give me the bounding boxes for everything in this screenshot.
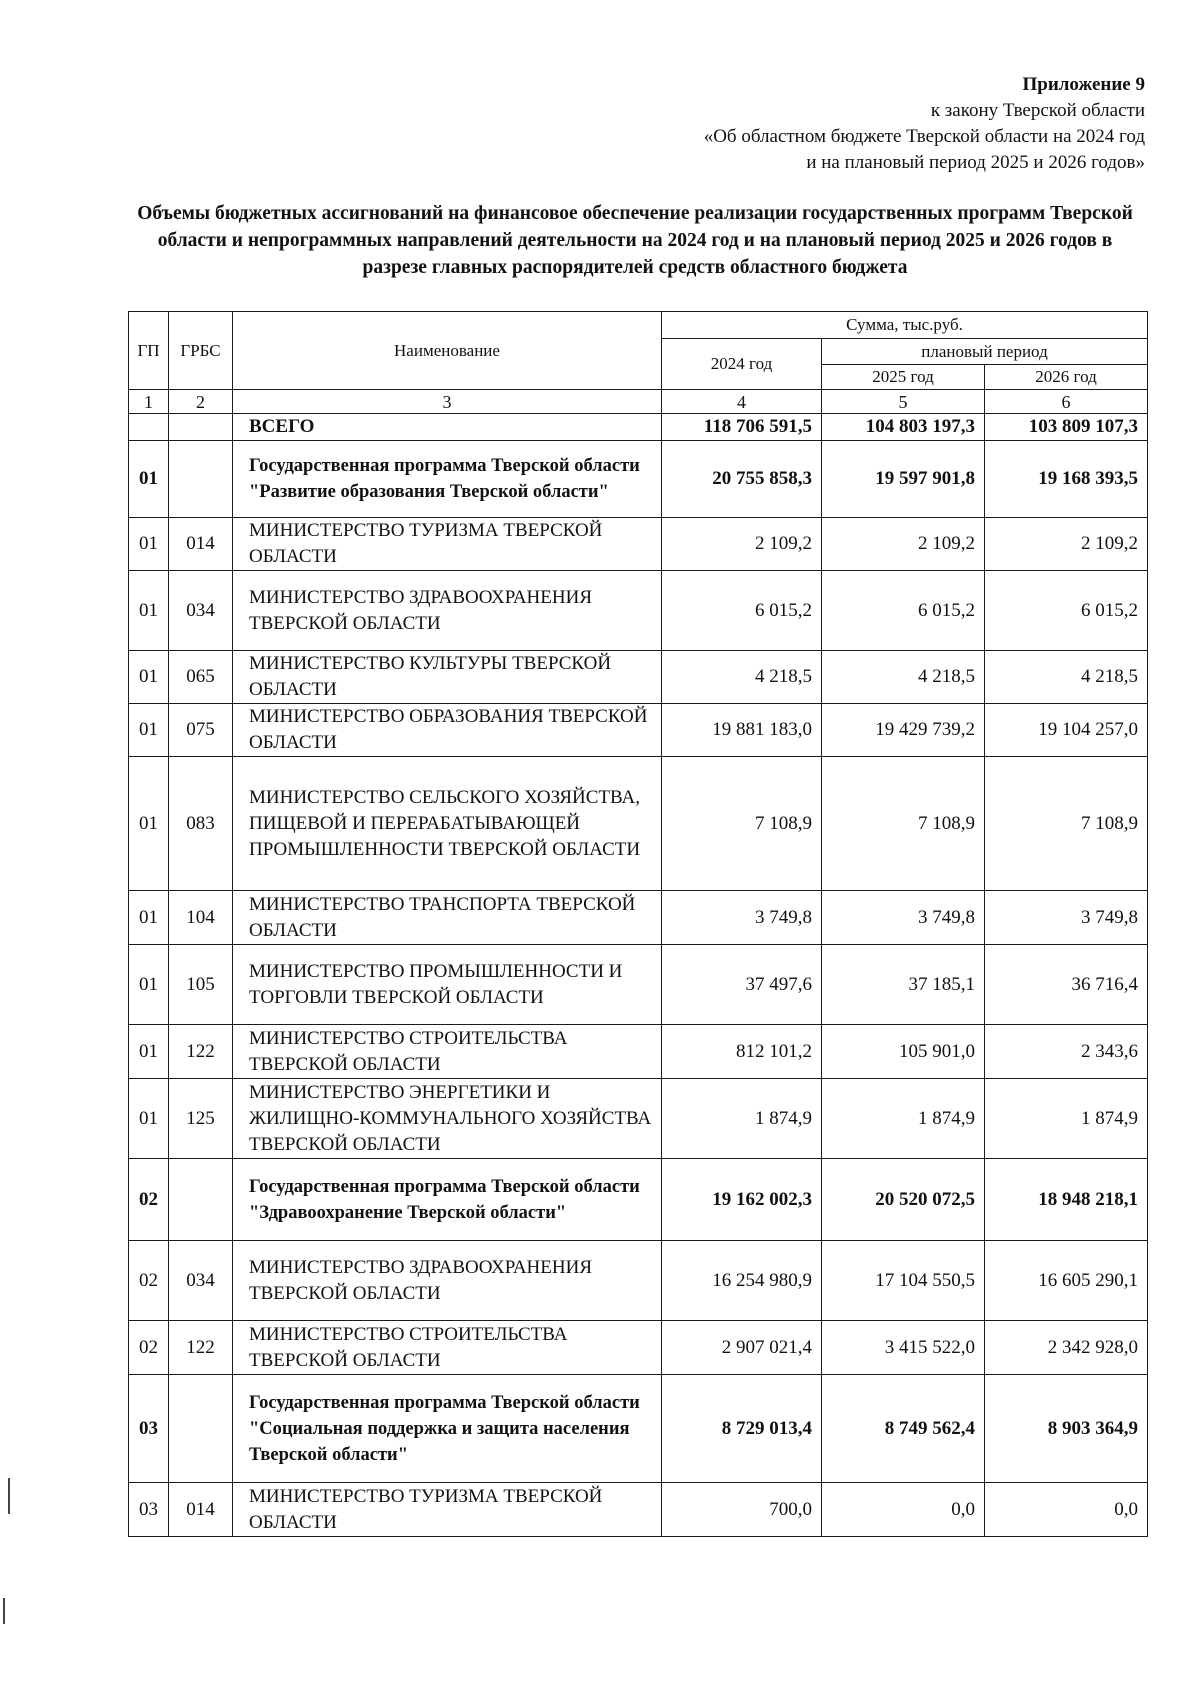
table-row bbox=[129, 945, 1148, 1025]
header-2025: 2025 год bbox=[822, 365, 985, 390]
amount-2024-cell: 20 755 858,3 bbox=[662, 441, 822, 518]
amount-2026-cell: 18 948 218,1 bbox=[985, 1159, 1148, 1241]
amount-2026-cell: 2 109,2 bbox=[985, 518, 1148, 571]
name-cell: МИНИСТЕРСТВО КУЛЬТУРЫ ТВЕРСКОЙ ОБЛАСТИ bbox=[233, 651, 662, 704]
amount-2026-cell: 7 108,9 bbox=[985, 757, 1148, 891]
header-grbs: ГРБС bbox=[169, 312, 233, 390]
gp-cell: 02 bbox=[129, 1159, 169, 1241]
amount-2025-cell: 7 108,9 bbox=[822, 757, 985, 891]
amount-2025-cell: 3 415 522,0 bbox=[822, 1321, 985, 1375]
table-row bbox=[129, 1025, 1148, 1079]
grbs-cell bbox=[169, 414, 233, 441]
column-number: 3 bbox=[233, 390, 662, 414]
grbs-cell: 122 bbox=[169, 1321, 233, 1375]
column-number: 1 bbox=[129, 390, 169, 414]
amount-2025-cell: 20 520 072,5 bbox=[822, 1159, 985, 1241]
table-row bbox=[129, 1241, 1148, 1321]
amount-2024-cell: 118 706 591,5 bbox=[662, 414, 822, 441]
gp-cell: 03 bbox=[129, 1375, 169, 1483]
grbs-cell: 122 bbox=[169, 1025, 233, 1079]
gp-cell: 02 bbox=[129, 1241, 169, 1321]
name-cell: Государственная программа Тверской области "Социальная поддержка и защита населения Тверской области" bbox=[233, 1375, 662, 1483]
grbs-cell: 034 bbox=[169, 1241, 233, 1321]
table-row bbox=[129, 891, 1148, 945]
amount-2025-cell: 37 185,1 bbox=[822, 945, 985, 1025]
gp-cell: 01 bbox=[129, 1079, 169, 1159]
name-cell: МИНИСТЕРСТВО ЗДРАВООХРАНЕНИЯ ТВЕРСКОЙ ОБЛАСТИ bbox=[233, 1241, 662, 1321]
amount-2026-cell: 4 218,5 bbox=[985, 651, 1148, 704]
name-cell: ВСЕГО bbox=[233, 414, 662, 441]
name-cell: Государственная программа Тверской области "Здравоохранение Тверской области" bbox=[233, 1159, 662, 1241]
name-cell: МИНИСТЕРСТВО СЕЛЬСКОГО ХОЗЯЙСТВА, ПИЩЕВОЙ И ПЕРЕРАБАТЫВАЮЩЕЙ ПРОМЫШЛЕННОСТИ ТВЕРСКОЙ ОБЛАСТИ bbox=[233, 757, 662, 891]
name-cell: МИНИСТЕРСТВО СТРОИТЕЛЬСТВА ТВЕРСКОЙ ОБЛАСТИ bbox=[233, 1025, 662, 1079]
name-cell: МИНИСТЕРСТВО ЗДРАВООХРАНЕНИЯ ТВЕРСКОЙ ОБЛАСТИ bbox=[233, 571, 662, 651]
table-row bbox=[129, 651, 1148, 704]
table-row bbox=[129, 1321, 1148, 1375]
gp-cell: 01 bbox=[129, 704, 169, 757]
gp-cell bbox=[129, 414, 169, 441]
grbs-cell: 014 bbox=[169, 518, 233, 571]
column-number: 6 bbox=[985, 390, 1148, 414]
scan-mark bbox=[3, 1598, 5, 1624]
amount-2024-cell: 4 218,5 bbox=[662, 651, 822, 704]
gp-cell: 01 bbox=[129, 518, 169, 571]
amount-2024-cell: 2 907 021,4 bbox=[662, 1321, 822, 1375]
amount-2025-cell: 105 901,0 bbox=[822, 1025, 985, 1079]
amount-2024-cell: 3 749,8 bbox=[662, 891, 822, 945]
grbs-cell: 104 bbox=[169, 891, 233, 945]
table-row bbox=[129, 1079, 1148, 1159]
amount-2024-cell: 6 015,2 bbox=[662, 571, 822, 651]
name-cell: МИНИСТЕРСТВО СТРОИТЕЛЬСТВА ТВЕРСКОЙ ОБЛАСТИ bbox=[233, 1321, 662, 1375]
amount-2024-cell: 8 729 013,4 bbox=[662, 1375, 822, 1483]
column-number-row bbox=[129, 390, 1148, 414]
amount-2026-cell: 2 343,6 bbox=[985, 1025, 1148, 1079]
amount-2024-cell: 700,0 bbox=[662, 1483, 822, 1537]
amount-2026-cell: 6 015,2 bbox=[985, 571, 1148, 651]
amount-2025-cell: 19 429 739,2 bbox=[822, 704, 985, 757]
table-row bbox=[129, 1483, 1148, 1537]
amount-2026-cell: 3 749,8 bbox=[985, 891, 1148, 945]
table-row bbox=[129, 518, 1148, 571]
amount-2024-cell: 1 874,9 bbox=[662, 1079, 822, 1159]
name-cell: МИНИСТЕРСТВО ТУРИЗМА ТВЕРСКОЙ ОБЛАСТИ bbox=[233, 518, 662, 571]
table-row bbox=[129, 704, 1148, 757]
program-row bbox=[129, 441, 1148, 518]
amount-2026-cell: 8 903 364,9 bbox=[985, 1375, 1148, 1483]
gp-cell: 01 bbox=[129, 441, 169, 518]
amount-2026-cell: 1 874,9 bbox=[985, 1079, 1148, 1159]
amount-2025-cell: 104 803 197,3 bbox=[822, 414, 985, 441]
header-sum: Сумма, тыс.руб. bbox=[662, 312, 1148, 339]
amount-2024-cell: 19 162 002,3 bbox=[662, 1159, 822, 1241]
gp-cell: 01 bbox=[129, 757, 169, 891]
gp-cell: 03 bbox=[129, 1483, 169, 1537]
program-row bbox=[129, 414, 1148, 441]
grbs-cell: 014 bbox=[169, 1483, 233, 1537]
name-cell: МИНИСТЕРСТВО ТУРИЗМА ТВЕРСКОЙ ОБЛАСТИ bbox=[233, 1483, 662, 1537]
grbs-cell bbox=[169, 441, 233, 518]
appendix-line-2: «Об областном бюджете Тверской области на 2024 год bbox=[703, 126, 1145, 147]
budget-table bbox=[128, 311, 1148, 1537]
amount-2024-cell: 812 101,2 bbox=[662, 1025, 822, 1079]
gp-cell: 01 bbox=[129, 891, 169, 945]
appendix-header bbox=[500, 72, 1145, 176]
amount-2026-cell: 2 342 928,0 bbox=[985, 1321, 1148, 1375]
grbs-cell: 065 bbox=[169, 651, 233, 704]
amount-2025-cell: 3 749,8 bbox=[822, 891, 985, 945]
name-cell: Государственная программа Тверской области "Развитие образования Тверской области" bbox=[233, 441, 662, 518]
grbs-cell: 034 bbox=[169, 571, 233, 651]
name-cell: МИНИСТЕРСТВО ОБРАЗОВАНИЯ ТВЕРСКОЙ ОБЛАСТИ bbox=[233, 704, 662, 757]
amount-2026-cell: 16 605 290,1 bbox=[985, 1241, 1148, 1321]
document-title: Объемы бюджетных ассигнований на финансовое обеспечение реализации государственных программ Тверской области и непрограммных направлений деятельности на 2024 год и на плановый период 2025 и 2026 годов в разрезе главных распорядителей средств областного бюджета bbox=[137, 203, 1133, 278]
grbs-cell: 083 bbox=[169, 757, 233, 891]
amount-2024-cell: 2 109,2 bbox=[662, 518, 822, 571]
amount-2025-cell: 6 015,2 bbox=[822, 571, 985, 651]
table-header bbox=[129, 312, 1148, 414]
amount-2026-cell: 36 716,4 bbox=[985, 945, 1148, 1025]
amount-2026-cell: 19 168 393,5 bbox=[985, 441, 1148, 518]
name-cell: МИНИСТЕРСТВО ТРАНСПОРТА ТВЕРСКОЙ ОБЛАСТИ bbox=[233, 891, 662, 945]
amount-2026-cell: 19 104 257,0 bbox=[985, 704, 1148, 757]
amount-2025-cell: 19 597 901,8 bbox=[822, 441, 985, 518]
appendix-line-3: и на плановый период 2025 и 2026 годов» bbox=[806, 152, 1145, 173]
header-planned-period: плановый период bbox=[822, 339, 1148, 365]
table-row bbox=[129, 571, 1148, 651]
grbs-cell bbox=[169, 1375, 233, 1483]
appendix-line-1: к закону Тверской области bbox=[930, 100, 1145, 121]
amount-2025-cell: 4 218,5 bbox=[822, 651, 985, 704]
name-cell: МИНИСТЕРСТВО ЭНЕРГЕТИКИ И ЖИЛИЩНО-КОММУНАЛЬНОГО ХОЗЯЙСТВА ТВЕРСКОЙ ОБЛАСТИ bbox=[233, 1079, 662, 1159]
grbs-cell: 075 bbox=[169, 704, 233, 757]
table-body bbox=[129, 414, 1148, 1537]
name-cell: МИНИСТЕРСТВО ПРОМЫШЛЕННОСТИ И ТОРГОВЛИ ТВЕРСКОЙ ОБЛАСТИ bbox=[233, 945, 662, 1025]
amount-2026-cell: 103 809 107,3 bbox=[985, 414, 1148, 441]
header-name: Наименование bbox=[233, 312, 662, 390]
gp-cell: 02 bbox=[129, 1321, 169, 1375]
gp-cell: 01 bbox=[129, 571, 169, 651]
grbs-cell bbox=[169, 1159, 233, 1241]
table-row bbox=[129, 757, 1148, 891]
amount-2025-cell: 0,0 bbox=[822, 1483, 985, 1537]
column-number: 4 bbox=[662, 390, 822, 414]
gp-cell: 01 bbox=[129, 945, 169, 1025]
scan-mark bbox=[8, 1478, 10, 1514]
amount-2024-cell: 7 108,9 bbox=[662, 757, 822, 891]
amount-2024-cell: 37 497,6 bbox=[662, 945, 822, 1025]
amount-2026-cell: 0,0 bbox=[985, 1483, 1148, 1537]
amount-2025-cell: 17 104 550,5 bbox=[822, 1241, 985, 1321]
amount-2024-cell: 19 881 183,0 bbox=[662, 704, 822, 757]
header-gp: ГП bbox=[129, 312, 169, 390]
program-row bbox=[129, 1159, 1148, 1241]
amount-2024-cell: 16 254 980,9 bbox=[662, 1241, 822, 1321]
column-number: 2 bbox=[169, 390, 233, 414]
grbs-cell: 125 bbox=[169, 1079, 233, 1159]
grbs-cell: 105 bbox=[169, 945, 233, 1025]
amount-2025-cell: 1 874,9 bbox=[822, 1079, 985, 1159]
amount-2025-cell: 8 749 562,4 bbox=[822, 1375, 985, 1483]
gp-cell: 01 bbox=[129, 1025, 169, 1079]
column-number: 5 bbox=[822, 390, 985, 414]
header-2024: 2024 год bbox=[662, 339, 822, 390]
gp-cell: 01 bbox=[129, 651, 169, 704]
appendix-title: Приложение 9 bbox=[1022, 74, 1145, 95]
header-2026: 2026 год bbox=[985, 365, 1148, 390]
amount-2025-cell: 2 109,2 bbox=[822, 518, 985, 571]
program-row bbox=[129, 1375, 1148, 1483]
